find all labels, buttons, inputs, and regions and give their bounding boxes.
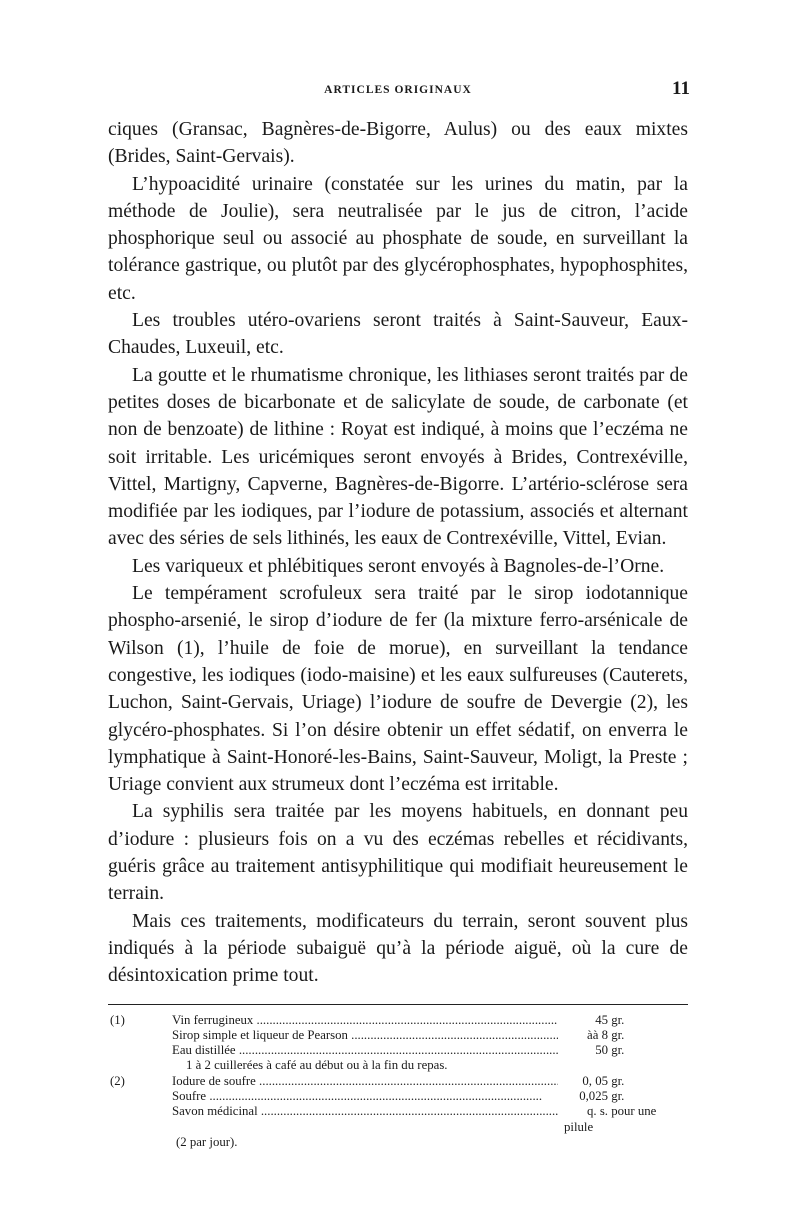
ingredient-quantity: [558, 1043, 688, 1058]
ingredient-quantity: [558, 1089, 688, 1104]
footnote-mark: (2): [110, 1073, 125, 1088]
footnote-divider: [108, 1004, 688, 1005]
ingredient-quantity: [558, 1074, 688, 1089]
dose: 0, 05: [582, 1073, 608, 1088]
ingredient-quantity: [558, 1104, 688, 1135]
ingredient-label: Savon médicinal .....: [172, 1104, 558, 1119]
unit: gr.: [611, 1073, 625, 1088]
unit: pour une pilule: [564, 1104, 657, 1134]
paragraph: Les troubles utéro-ovariens seront traités à Saint-Sauveur, Eaux-Chaudes, Luxeuil, etc.: [108, 310, 688, 359]
footnote-line: [108, 1043, 688, 1058]
ingredient-label: Iodure de soufre .....: [172, 1074, 558, 1089]
footnote-line: [108, 1013, 688, 1028]
ingredient-label: Vin ferrugineux .....: [172, 1013, 558, 1028]
footnote-line: [108, 1074, 688, 1089]
unit: gr.: [611, 1027, 625, 1042]
dose: 0,025: [579, 1088, 608, 1103]
paragraph: La syphilis sera traitée par les moyens habituels, en donnant peu d’iodure : plusieurs fois on a vu des eczémas rebelles et récidivants, guéris grâce au traitement antisyphilitique qui modifiait heureusement le terrain.: [108, 801, 688, 905]
paragraph: L’hypoacidité urinaire (constatée sur les urines du matin, par la méthode de Joulie), sera neutralisée par le jus de citron, l’acide phosphorique seul ou associé au phosphate de soude, en surveillant la tolérance gastrique, ou plutôt par des glycérophosphates, hypophosphites, etc.: [108, 173, 688, 304]
footnote-line: [108, 1104, 688, 1135]
dose: q. s.: [587, 1104, 608, 1119]
page: [108, 78, 688, 1150]
ingredient-quantity: [558, 1013, 688, 1028]
ingredient-label: Sirop simple et liqueur de Pearson .....: [172, 1028, 558, 1043]
ingredient-quantity: [558, 1028, 688, 1043]
unit: gr.: [611, 1088, 625, 1103]
dose: àà 8: [587, 1027, 608, 1042]
footnote-instruction: 1 à 2 cuillerées à café au début ou à la fin du repas.: [186, 1058, 448, 1073]
unit: gr.: [611, 1012, 625, 1027]
ingredient-label: Eau distillée .....: [172, 1043, 558, 1058]
footnote-mark: (1): [110, 1012, 125, 1027]
paragraph: Le tempérament scrofuleux sera traité par le sirop iodotannique phospho-arsenié, le sirop d’iodure de fer (la mixture ferro-arsénicale de Wilson (1), l’huile de foie de morue), en surveillant la tendance congestive, les iodiques (iodo-maisine) et les eaux sulfureuses (Cauterets, Luchon, Saint-Gervais, Uriage) l’iodure de soufre de Devergie (2), les glycéro-phosphates. Si l’on désire obtenir un effet sédatif, on enverra le lymphatique à Saint-Honoré-les-Bains, Saint-Sauveur, Moligt, la Preste ; Uriage convient aux strumeux dont l’eczéma est irritable.: [108, 583, 688, 796]
footnotes: [108, 1013, 688, 1151]
dose: 50: [595, 1043, 608, 1058]
unit: gr.: [611, 1043, 625, 1058]
ingredient-label: Soufre .....: [172, 1089, 558, 1104]
running-title: ARTICLES ORIGINAUX: [324, 84, 472, 96]
footnote-line: [108, 1028, 688, 1043]
footnote-instruction: (2 par jour).: [176, 1134, 238, 1149]
page-number: 11: [672, 78, 690, 99]
paragraph: La goutte et le rhumatisme chronique, les lithiases seront traités par de petites doses de bicarbonate et de salicylate de soude, de carbonate (et non de benzoate) de lithine : Royat est indiqué, à moins que l’eczéma ne soit irritable. Les uricémiques seront envoyés à Brides, Contrexéville, Vittel, Martigny, Capverne, Bagnères-de-Bigorre. L’artério-sclérose sera modifiée par les iodiques, par l’iodure de potassium, associés et alternant avec des séries de sels lithinés, les eaux de Contrexéville, Vittel, Evian.: [108, 364, 688, 550]
paragraph: Mais ces traitements, modificateurs du terrain, seront souvent plus indiqués à la période subaiguë qu’à la période aiguë, où la cure de désintoxication prime tout.: [108, 910, 688, 987]
footnote-line: [108, 1089, 688, 1104]
paragraph: ciques (Gransac, Bagnères-de-Bigorre, Aulus) ou des eaux mixtes (Brides, Saint-Gervais).: [108, 119, 688, 168]
paragraph: Les variqueux et phlébitiques seront envoyés à Bagnoles-de-l’Orne.: [132, 555, 665, 577]
running-head: [108, 78, 688, 102]
body-text: [108, 116, 688, 990]
dose: 45: [595, 1012, 608, 1027]
